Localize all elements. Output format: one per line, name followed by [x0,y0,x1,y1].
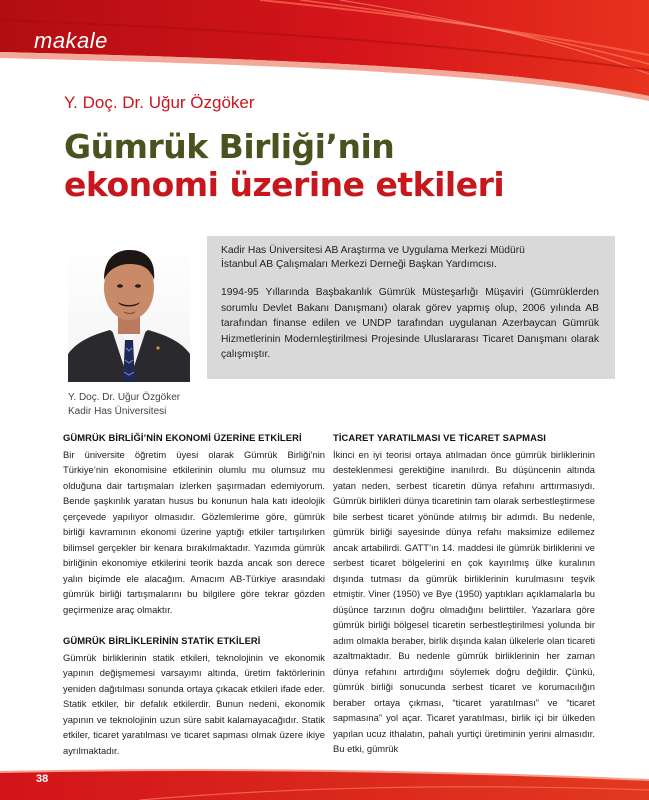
title-line-2: ekonomi üzerine etkileri [64,165,505,204]
section-heading: TİCARET YARATILMASI VE TİCARET SAPMASI [333,432,547,443]
portrait-illustration [68,236,190,382]
article-column-left [63,430,325,758]
page-number: 38 [36,773,49,785]
footer-wave-graphic [0,766,649,800]
photo-caption-affiliation: Kadir Has Üniversitesi [68,406,167,417]
photo-caption-name: Y. Doç. Dr. Uğur Özgöker [68,392,181,403]
section-body: Bir üniversite öğretim üyesi olarak Gümrük Birliği’nin Türkiye’nin ekonomisine etkilerinin olumlu mu olumsuz mu olduğuna dair tartışmaları izlerken şaşırmadan edemiyorum. Bende şaşkınlık yaratan husus bu konunun hala katı ideolojik çerçevede yapılıyor olmasıdır. Gözlemlerime göre, gümrük birliği kavramının ekonomi üzerine yaptığı etkiler tartışılırken bilimsel gerçekler bir kenara bırakılmaktadır. Yazımda gümrük birliğinin ekonomiye etkilerini teorik bazda ancak son derece yalın biçimde ele alacağım. Amacım AB-Türkiye arasındaki gümrük birliği tartışmalarını bu bilgilere göre tekrar gözden geçirmenize araç olmaktır. [63,448,325,615]
author-name: Y. Doç. Dr. Uğur Özgöker [64,93,255,112]
article-column-right [333,430,595,757]
author-photo [68,236,190,382]
bio-roles [221,244,599,272]
section-heading: GÜMRÜK BİRLİKLERİNİN STATİK ETKİLERİ [63,635,261,646]
author-bio-box [207,236,615,379]
header-banner [0,0,649,105]
section-body: Gümrük birliklerinin statik etkileri, teknolojinin ve ekonomik yapının değişmemesi varsayımı altında, üretim faktörlerinin yeniden dağıtılması sonunda ortaya çıkacak etkileri ifade eder. Statik etkiler, bir defalık etkilerdir. Bunun nedeni, ekonomik yapının ve teknolojinin uzun süre sabit kalamayacağıdır. Statik etkiler, ticaret yaratılması ve ticaret sapması olmak üzere ikiye ayrılmaktadır. [63,651,325,756]
title-line-1: Gümrük Birliği’nin [64,127,395,166]
photo-caption [68,391,180,419]
article-title [64,128,624,204]
section-label: makale [34,28,108,53]
section-body: İkinci en iyi teorisi ortaya atılmadan önce gümrük birliklerinin desteklenmesi gerektiğine inanılırdı. Bu düşüncenin altında yatan neden, serbest ticaretin dünya refahını arttırmasıydı. Gümrük birlikleri dünya ticaretinin tam olarak serbestleştirmese bile serbest ticaret yönünde atılmış bir adımdı. Bu nedenle, gümrük birliği sayesinde dünya refahı maksimize edilemez ancak artabilirdi. GATT’ın 14. maddesi ile gümrük birliklerini ve serbest ticaret bölgelerini en çok kayırılmış ülke kuralının dışında tutması da gümrük birliklerinin kurulmasını teşvik etmiştir. Viner (1950) ve Bye (1950) yaptıkları açıklamalarla bu düşünce tarzının doğru olmadığını belirttiler. Yazarlara göre gümrük birliği bölgesel ticaretin serbestleştirilmesi yolunda bir adım olmakla beraber, birlik dışında kalan ülkelerle olan ticareti azaltmaktadır. Bu nedenle gümrük birliklerinin her zaman dünya refahını artırdığını söylemek doğru değildir. Çünkü, gümrük birliği sonucunda serbest ticaret ve korumacılığın beraber ortaya çıkması, “ticaret yaratılması” ve “ticaret sapmasına” yol açar. Ticaret yaratılması, birlik içi bir ülkeden yapılan ucuz ithalatın, pahalı yurtiçi üretiminin yerini almasıdır. Bu etki, gümrük [333,448,595,754]
bio-role-line-2: İstanbul AB Çalışmaları Merkezi Derneği Başkan Yardımcısı. [221,259,498,270]
section-heading: GÜMRÜK BİRLİĞİ’NİN EKONOMİ ÜZERİNE ETKİLERİ [63,432,302,443]
bio-role-line-1: Kadir Has Üniversitesi AB Araştırma ve Uygulama Merkezi Müdürü [221,245,525,256]
footer-banner [0,766,649,800]
bio-career: 1994-95 Yıllarında Başbakanlık Gümrük Müsteşarlığı Müşaviri (Gümrüklerden sorumlu Devlet Bakanı Danışmanı) olarak görev yapmış olup, 2006 yılında AB tarafından finanse edilen ve UNDP tarafından uygulanan Azerbaycan Gümrük Hizmetlerinin Modernleştirilmesi Projesinde Uluslararası Ticaret Danışmanı olarak çalışmıştır. [221,287,599,360]
